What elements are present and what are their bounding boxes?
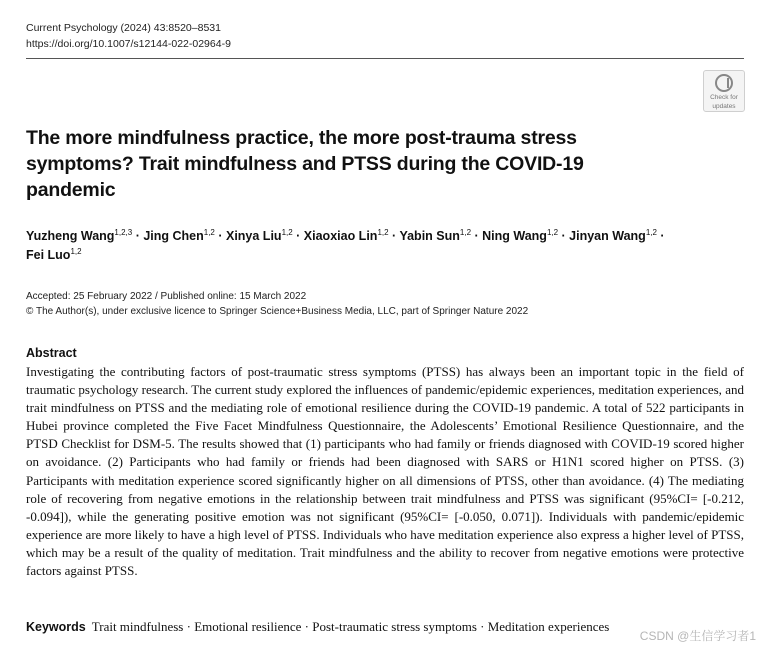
author-separator: · bbox=[214, 229, 226, 243]
badge-text-line1: Check for bbox=[710, 94, 738, 101]
author-affiliation: 1,2 bbox=[377, 227, 389, 237]
abstract-heading: Abstract bbox=[26, 346, 77, 360]
author-name[interactable]: Jing Chen$^{1,2}$ bbox=[143, 227, 215, 243]
author-affiliation: 1,2 bbox=[70, 246, 82, 256]
author-name[interactable]: Xinya Liu$^{1,2}$ bbox=[225, 227, 293, 243]
badge-text-line2: updates bbox=[712, 103, 736, 110]
author-affiliation: 1,2 bbox=[203, 227, 215, 237]
author-separator: · bbox=[558, 229, 570, 243]
abstract-text: Investigating the contributing factors of post-traumatic stress symptoms (PTSS) has always been an important topic in the field of traumatic psychology research. The current study explored the influences of pandemic/epidemic experiences, meditation experiences, and trait mindfulness on PTSS and the mediating role of emotional resilience during the COVID-19 pandemic. A total of 522 participants in Hubei province completed the Five Facet Mindfulness Questionnaire, the Adolescents’ Emotional Resilience Questionnaire, and the PTSD Checklist for DSM-5. The results showed that (1) participants who had family or friends diagnosed with COVID-19 scored higher on avoidance. (2) Participants who had family or friends had been diagnosed with SARS or H1N1 scored higher on PTSS. (3) Participants with meditation experience scored significantly higher on all dimensions of PTSS, other than avoidance. (4) The mediating role of recovering from negative emotions in the relationship between trait mindfulness and PTSS was significant (95%CI= [-0.212, -0.094]), while the generating positive emotion was not significant (95%CI= [-0.050, 0.071]). Individuals with pandemic/epidemic experience are more likely to have a high level of PTSS. Individuals who have meditation experience also express a higher level of PTSS, which may be a result of the quality of meditation. Trait mindfulness and the ability to recover from negative emotions were protective factors against PTSS. bbox=[26, 364, 744, 579]
copyright-notice: © The Author(s), under exclusive licence to Springer Science+Business Media, LLC, part of Springer Nature 2022 bbox=[26, 306, 529, 317]
author-separator: · bbox=[388, 229, 400, 243]
author-affiliation: 1,2,3 bbox=[114, 227, 133, 237]
doi-link[interactable]: https://doi.org/10.1007/s12144-022-02964-9 bbox=[26, 38, 231, 50]
author-affiliation: 1,2 bbox=[645, 227, 657, 237]
keywords-line bbox=[26, 619, 609, 635]
paper-title: The more mindfulness practice, the more post-trauma stress symptoms? Trait mindfulness and PTSS during the COVID-19 pandemic bbox=[26, 127, 584, 201]
check-updates-icon bbox=[715, 74, 733, 92]
author-name[interactable]: Xiaoxiao Lin$^{1,2}$ bbox=[303, 227, 389, 243]
publication-dates: Accepted: 25 February 2022 / Published online: 15 March 2022 bbox=[26, 291, 307, 302]
keywords-text: Trait mindfulness · Emotional resilience · Post-traumatic stress symptoms · Meditation experiences bbox=[91, 619, 610, 634]
header-divider bbox=[26, 58, 744, 59]
author-name[interactable]: Fei Luo$^{1,2}$ bbox=[26, 246, 82, 262]
author-list bbox=[26, 227, 726, 265]
author-name[interactable]: Ning Wang$^{1,2}$ bbox=[482, 227, 559, 243]
author-affiliation: 1,2 bbox=[459, 227, 472, 237]
author-separator: · bbox=[292, 229, 304, 243]
author-name[interactable]: Jinyan Wang$^{1,2}$ bbox=[569, 227, 657, 243]
journal-header bbox=[26, 20, 231, 52]
keywords-label: Keywords bbox=[26, 620, 86, 634]
author-separator: · bbox=[471, 229, 483, 243]
check-for-updates-badge[interactable] bbox=[703, 70, 745, 112]
csdn-watermark: CSDN @生信学习者1 bbox=[639, 629, 756, 643]
author-separator: · bbox=[656, 229, 665, 243]
author-name[interactable]: Yuzheng Wang$^{1,2,3}$ bbox=[26, 227, 133, 243]
author-affiliation: 1,2 bbox=[281, 227, 293, 237]
author-name[interactable]: Yabin Sun$^{1,2}$ bbox=[399, 227, 472, 243]
author-separator: · bbox=[132, 229, 144, 243]
journal-citation: Current Psychology (2024) 43:8520–8531 bbox=[26, 22, 221, 34]
publication-info bbox=[26, 289, 528, 319]
author-affiliation: 1,2 bbox=[546, 227, 559, 237]
